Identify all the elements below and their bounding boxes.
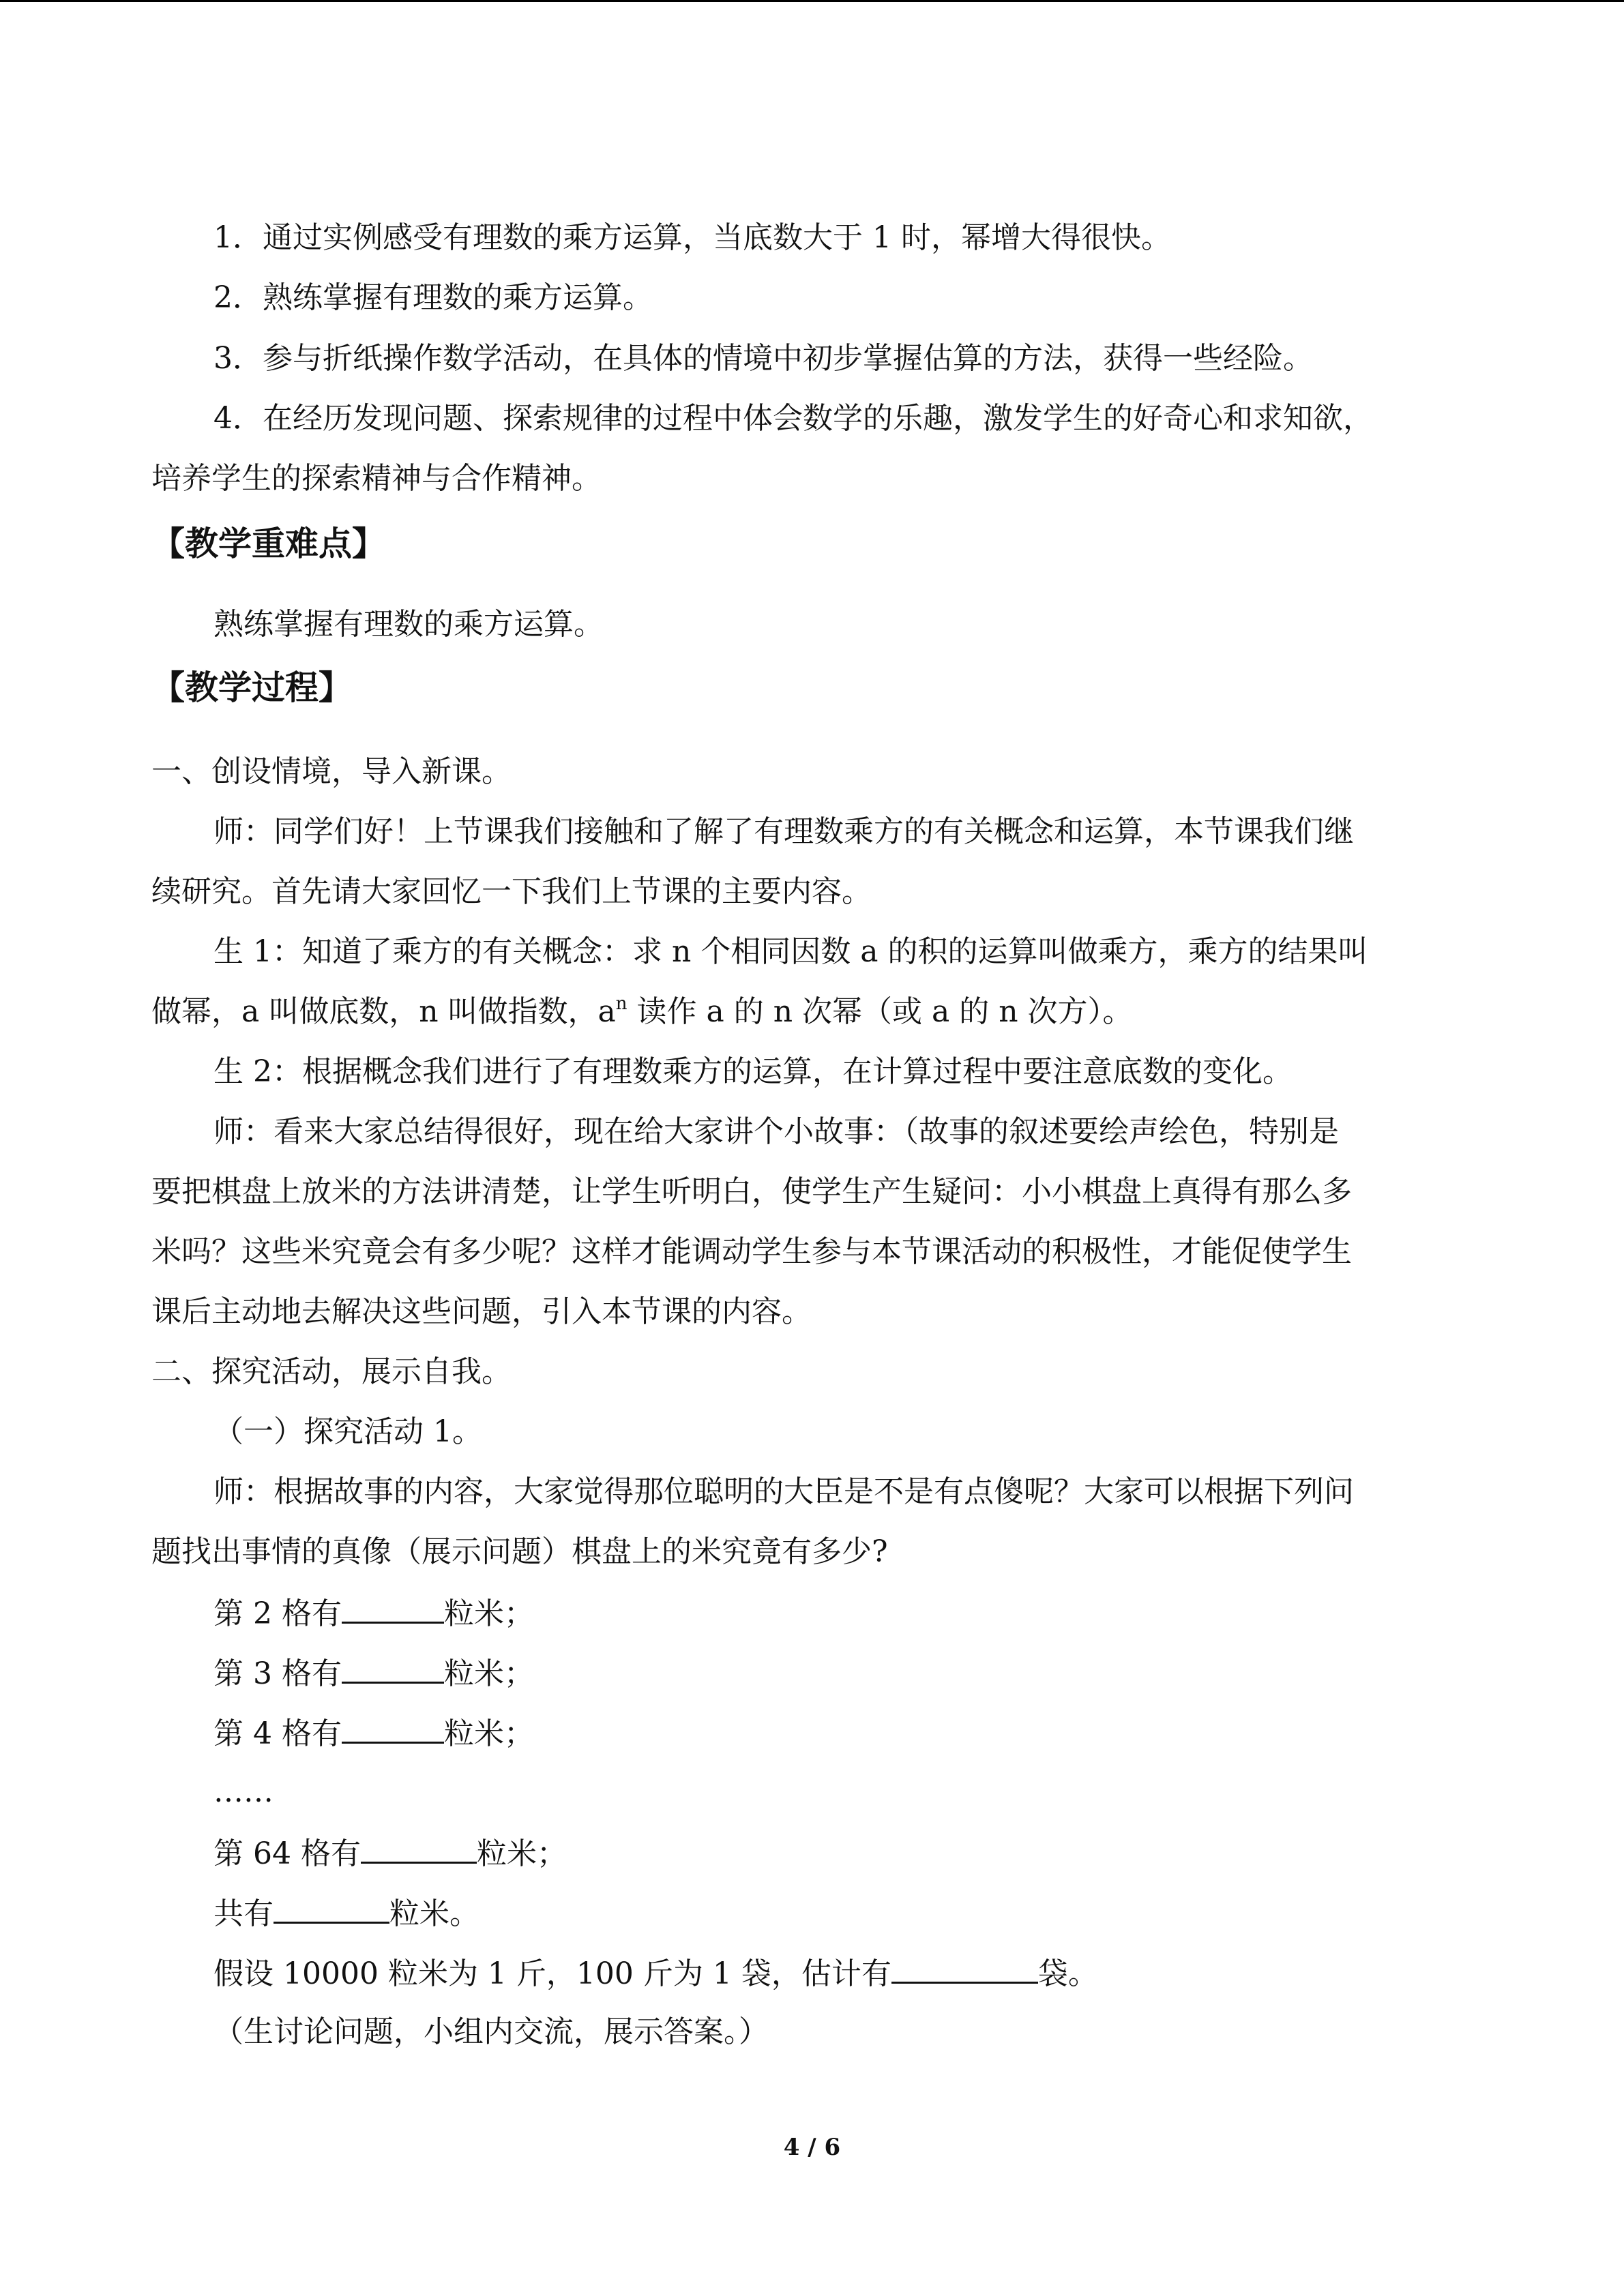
discussion-note: （生讨论问题，小组内交流，展示答案。） [213,2014,769,2049]
teacher-line-2c: 米吗？这些米究竟会有多少呢？这样才能调动学生参与本节课活动的积极性，才能促使学生 [151,1234,1352,1269]
fill-square-64: 第 64 格有 粒米； [213,1832,567,1875]
fill-square-3: 第 3 格有 粒米； [213,1652,534,1695]
objective-4-continued: 培养学生的探索精神与合作精神。 [151,461,602,496]
fill-square-4: 第 4 格有 粒米； [213,1712,534,1755]
student-1-line-a: 生 1：知道了乘方的有关概念：求 n 个相同因数 a 的积的运算叫做乘方，乘方的结果叫 [213,934,1368,969]
objective-4: 4．在经历发现问题、探索规律的过程中体会数学的乐趣，激发学生的好奇心和求知欲， [213,401,1373,436]
activity-1-title: （一）探究活动 1。 [213,1414,482,1449]
teacher-line-3b: 题找出事情的真像（展示问题）棋盘上的米究竟有多少? [151,1534,888,1569]
answer-blank [274,1892,389,1924]
fill-square-2: 第 2 格有 粒米； [213,1592,534,1635]
section-2-title: 二、探究活动，展示自我。 [151,1354,512,1389]
answer-blank [342,1652,444,1684]
answer-blank [342,1712,444,1744]
objective-3: 3．参与折纸操作数学活动，在具体的情境中初步掌握估算的方法，获得一些经险。 [213,341,1313,376]
objective-1: 1．通过实例感受有理数的乘方运算，当底数大于 1 时，幂增大得很快。 [213,220,1171,255]
teacher-line-2b: 要把棋盘上放米的方法讲清楚，让学生听明白，使学生产生疑问：小小棋盘上真得有那么多 [151,1174,1352,1209]
student-2-line: 生 2：根据概念我们进行了有理数乘方的运算，在计算过程中要注意底数的变化。 [213,1054,1293,1089]
section-1-title: 一、创设情境，导入新课。 [151,754,512,789]
teacher-line-2a: 师：看来大家总结得很好，现在给大家讲个小故事：（故事的叙述要绘声绘色，特别是 [213,1114,1339,1149]
fill-estimate: 假设 10000 粒米为 1 斤，100 斤为 1 袋，估计有 袋。 [213,1952,1098,1995]
teacher-line-1a: 师：同学们好！上节课我们接触和了解了有理数乘方的有关概念和运算，本节课我们继 [213,814,1354,849]
teacher-line-2d: 课后主动地去解决这些问题，引入本节课的内容。 [151,1294,812,1329]
answer-blank [891,1952,1038,1984]
ellipsis: …… [213,1774,274,1809]
objective-2: 2．熟练掌握有理数的乘方运算。 [213,280,653,315]
student-1-line-b: 做幂，a 叫做底数，n 叫做指数，$a^n$ 读作 a 的 n 次幂（或 a 的 n 次方）。 [151,994,1133,1029]
answer-blank [361,1832,477,1864]
teacher-line-3a: 师：根据故事的内容，大家觉得那位聪明的大臣是不是有点傻呢？大家可以根据下列问 [213,1474,1354,1509]
page-number: 4 / 6 [783,2134,841,2161]
fill-total: 共有 粒米。 [213,1892,479,1935]
answer-blank [342,1592,444,1624]
heading-key-points: 【教学重难点】 [151,524,386,563]
exponent-n: n [615,994,628,1014]
key-points-text: 熟练掌握有理数的乘方运算。 [213,607,604,642]
teacher-line-1b: 续研究。首先请大家回忆一下我们上节课的主要内容。 [151,874,872,909]
heading-teaching-process: 【教学过程】 [151,668,353,707]
